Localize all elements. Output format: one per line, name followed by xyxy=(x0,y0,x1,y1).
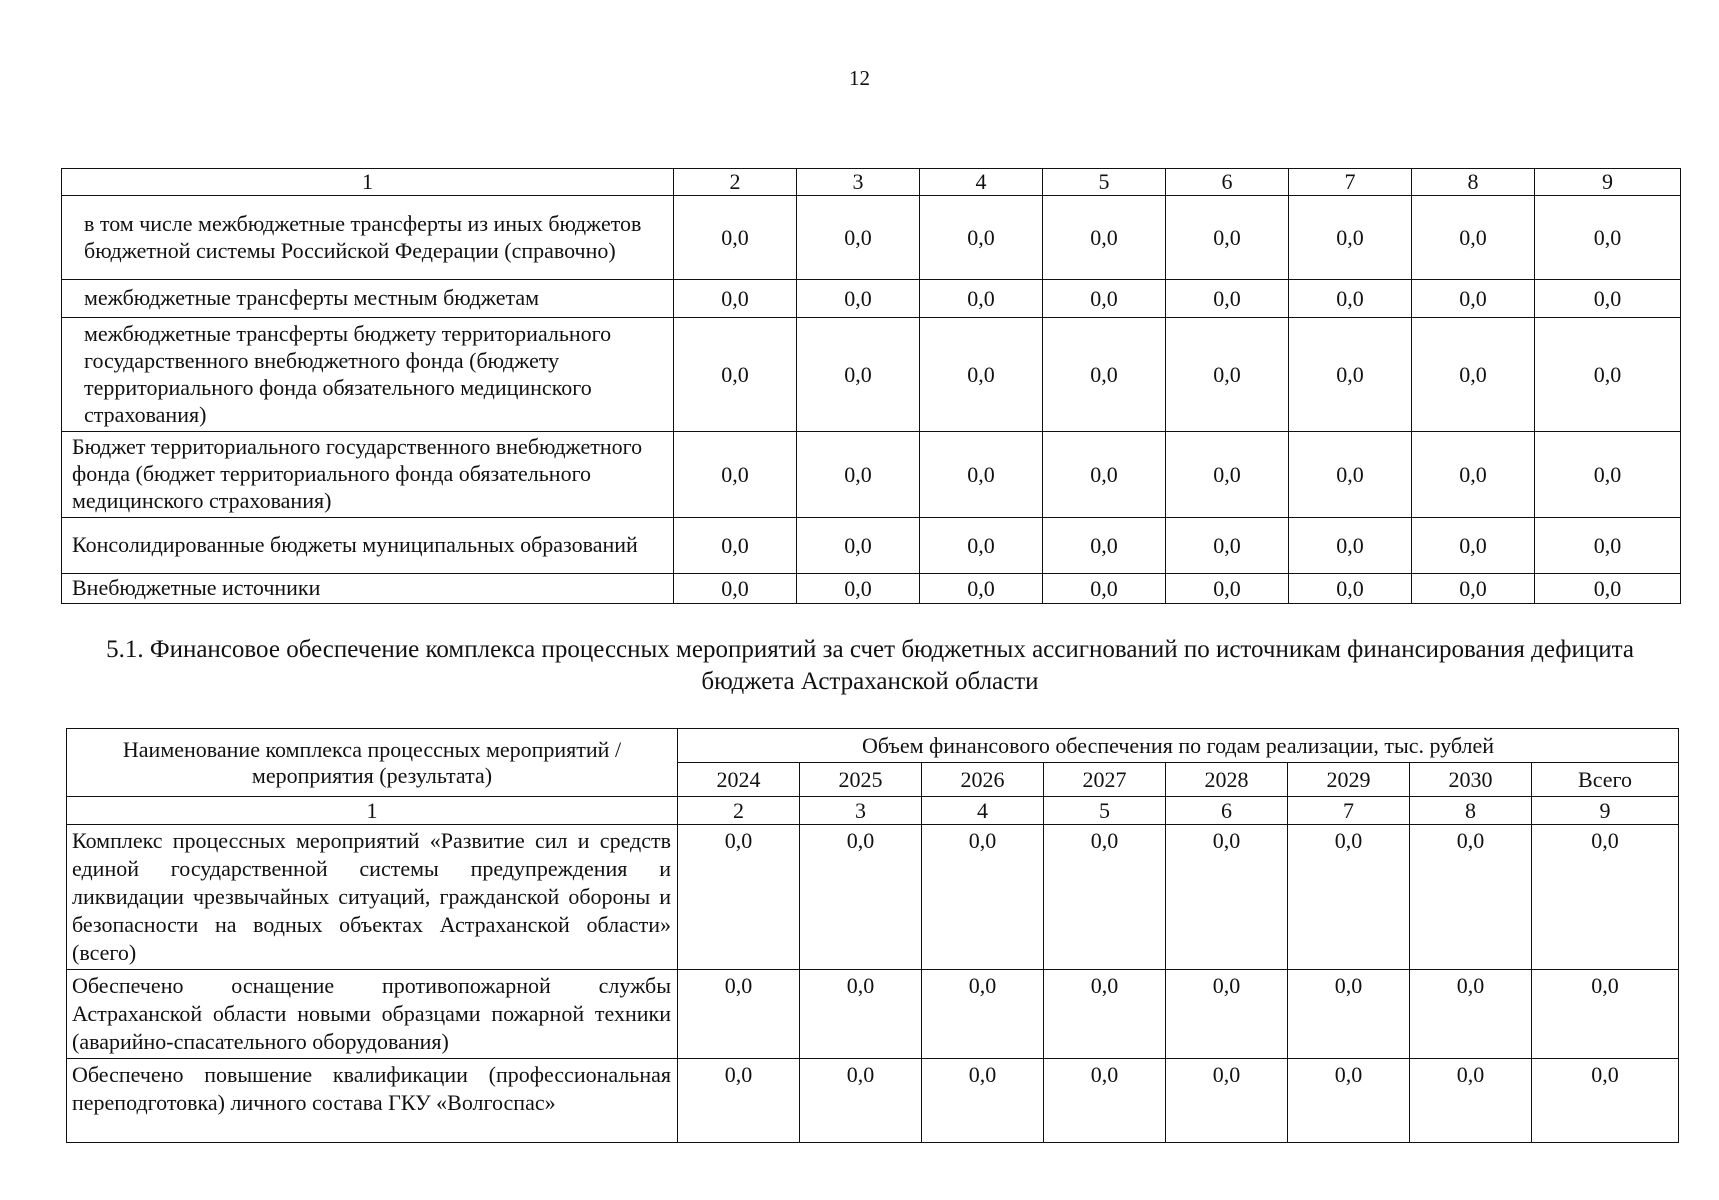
cell-value: 0,0 xyxy=(797,318,920,432)
section-title: 5.1. Финансовое обеспечение комплекса процессных мероприятий за счет бюджетных ассигнований по источникам финансирования дефицита бюджета Астраханской области xyxy=(106,636,1634,695)
page-number: 12 xyxy=(849,66,870,90)
name-column-header: Наименование комплекса процессных мероприятий / мероприятия (результата) xyxy=(67,729,678,797)
column-number: 7 xyxy=(1288,797,1410,825)
column-numbers-row xyxy=(67,797,1679,825)
row-name: Консолидированные бюджеты муниципальных образований xyxy=(62,518,674,574)
cell-value: 0,0 xyxy=(1166,318,1289,432)
cell-value: 0,0 xyxy=(1288,970,1410,1059)
cell-value: 0,0 xyxy=(1412,280,1535,318)
cell-value: 0,0 xyxy=(920,574,1043,604)
cell-value: 0,0 xyxy=(1535,280,1681,318)
year-header: 2025 xyxy=(800,763,922,797)
cell-value: 0,0 xyxy=(1043,518,1166,574)
column-number: 8 xyxy=(1410,797,1532,825)
column-number: 7 xyxy=(1289,169,1412,196)
column-number: 5 xyxy=(1044,797,1166,825)
cell-value: 0,0 xyxy=(1412,432,1535,518)
cell-value: 0,0 xyxy=(1044,1059,1166,1143)
table-header-row xyxy=(67,729,1679,763)
row-name: Обеспечено оснащение противопожарной службы Астраханской области новыми образцами пожарной техники (аварийно-спасательного оборудования) xyxy=(67,970,678,1059)
cell-value: 0,0 xyxy=(1535,196,1681,280)
row-name: Бюджет территориального государственного внебюджетного фонда (бюджет территориального фонда обязательного медицинского страхования) xyxy=(62,432,674,518)
process-measures-financing-table xyxy=(66,728,1679,1143)
cell-value: 0,0 xyxy=(1166,970,1288,1059)
cell-value: 0,0 xyxy=(678,1059,800,1143)
cell-value: 0,0 xyxy=(1166,518,1289,574)
cell-value: 0,0 xyxy=(800,970,922,1059)
year-header: 2027 xyxy=(1044,763,1166,797)
cell-value: 0,0 xyxy=(674,574,797,604)
cell-value: 0,0 xyxy=(1410,970,1532,1059)
year-header: 2029 xyxy=(1288,763,1410,797)
cell-value: 0,0 xyxy=(800,825,922,970)
cell-value: 0,0 xyxy=(1043,432,1166,518)
cell-value: 0,0 xyxy=(1044,970,1166,1059)
cell-value: 0,0 xyxy=(922,970,1044,1059)
cell-value: 0,0 xyxy=(678,825,800,970)
cell-value: 0,0 xyxy=(1043,196,1166,280)
cell-value: 0,0 xyxy=(797,432,920,518)
volume-column-header: Объем финансового обеспечения по годам реализации, тыс. рублей xyxy=(678,729,1679,763)
year-header: 2030 xyxy=(1410,763,1532,797)
table-row xyxy=(62,574,1681,604)
column-number: 1 xyxy=(62,169,674,196)
column-number: 9 xyxy=(1532,797,1679,825)
column-number: 8 xyxy=(1412,169,1535,196)
cell-value: 0,0 xyxy=(1410,1059,1532,1143)
cell-value: 0,0 xyxy=(1166,280,1289,318)
cell-value: 0,0 xyxy=(1166,574,1289,604)
cell-value: 0,0 xyxy=(1412,574,1535,604)
row-name: в том числе межбюджетные трансферты из иных бюджетов бюджетной системы Российской Федерации (справочно) xyxy=(62,196,674,280)
column-number: 2 xyxy=(674,169,797,196)
cell-value: 0,0 xyxy=(797,518,920,574)
cell-value: 0,0 xyxy=(922,1059,1044,1143)
cell-value: 0,0 xyxy=(674,196,797,280)
cell-value: 0,0 xyxy=(1289,280,1412,318)
cell-value: 0,0 xyxy=(1535,574,1681,604)
cell-value: 0,0 xyxy=(920,518,1043,574)
cell-value: 0,0 xyxy=(674,280,797,318)
cell-value: 0,0 xyxy=(1289,518,1412,574)
row-name: Внебюджетные источники xyxy=(62,574,674,604)
cell-value: 0,0 xyxy=(1166,1059,1288,1143)
cell-value: 0,0 xyxy=(1043,318,1166,432)
cell-value: 0,0 xyxy=(797,574,920,604)
cell-value: 0,0 xyxy=(1166,432,1289,518)
cell-value: 0,0 xyxy=(1043,280,1166,318)
year-header: 2026 xyxy=(922,763,1044,797)
table-row xyxy=(62,318,1681,432)
column-number: 3 xyxy=(797,169,920,196)
row-name: Комплекс процессных мероприятий «Развитие сил и средств единой государственной системы предупреждения и ликвидации чрезвычайных ситуаций, гражданской обороны и безопасности на водных объектах Астраханской области» (всего) xyxy=(67,825,678,970)
column-number: 4 xyxy=(922,797,1044,825)
column-number: 1 xyxy=(67,797,678,825)
cell-value: 0,0 xyxy=(678,970,800,1059)
cell-value: 0,0 xyxy=(1532,825,1679,970)
row-name: межбюджетные трансферты бюджету территориального государственного внебюджетного фонда (бюджету территориального фонда обязательного медицинского страхования) xyxy=(62,318,674,432)
cell-value: 0,0 xyxy=(1289,574,1412,604)
column-number: 6 xyxy=(1166,169,1289,196)
row-name: межбюджетные трансферты местным бюджетам xyxy=(62,280,674,318)
cell-value: 0,0 xyxy=(1532,1059,1679,1143)
cell-value: 0,0 xyxy=(800,1059,922,1143)
cell-value: 0,0 xyxy=(1289,432,1412,518)
table-row xyxy=(67,1059,1679,1143)
cell-value: 0,0 xyxy=(1412,196,1535,280)
cell-value: 0,0 xyxy=(1535,318,1681,432)
table-row xyxy=(62,280,1681,318)
cell-value: 0,0 xyxy=(1410,825,1532,970)
cell-value: 0,0 xyxy=(1288,1059,1410,1143)
cell-value: 0,0 xyxy=(1412,318,1535,432)
cell-value: 0,0 xyxy=(920,318,1043,432)
table-row xyxy=(62,432,1681,518)
cell-value: 0,0 xyxy=(797,196,920,280)
cell-value: 0,0 xyxy=(922,825,1044,970)
cell-value: 0,0 xyxy=(674,318,797,432)
column-number: 6 xyxy=(1166,797,1288,825)
column-number: 2 xyxy=(678,797,800,825)
table-header-row xyxy=(62,169,1681,196)
cell-value: 0,0 xyxy=(1535,432,1681,518)
cell-value: 0,0 xyxy=(920,196,1043,280)
table-row xyxy=(62,518,1681,574)
year-header: 2024 xyxy=(678,763,800,797)
year-header: 2028 xyxy=(1166,763,1288,797)
cell-value: 0,0 xyxy=(1166,825,1288,970)
cell-value: 0,0 xyxy=(1535,518,1681,574)
budget-sources-table xyxy=(61,168,1681,604)
cell-value: 0,0 xyxy=(1044,825,1166,970)
column-number: 5 xyxy=(1043,169,1166,196)
cell-value: 0,0 xyxy=(1043,574,1166,604)
row-name: Обеспечено повышение квалификации (профессиональная переподготовка) личного состава ГКУ «Волгоспас» xyxy=(67,1059,678,1143)
cell-value: 0,0 xyxy=(1288,825,1410,970)
cell-value: 0,0 xyxy=(1289,318,1412,432)
cell-value: 0,0 xyxy=(674,432,797,518)
cell-value: 0,0 xyxy=(1532,970,1679,1059)
cell-value: 0,0 xyxy=(674,518,797,574)
cell-value: 0,0 xyxy=(920,432,1043,518)
column-number: 4 xyxy=(920,169,1043,196)
total-header: Всего xyxy=(1532,763,1679,797)
column-number: 3 xyxy=(800,797,922,825)
cell-value: 0,0 xyxy=(1289,196,1412,280)
table-row xyxy=(67,970,1679,1059)
cell-value: 0,0 xyxy=(920,280,1043,318)
cell-value: 0,0 xyxy=(1166,196,1289,280)
column-number: 9 xyxy=(1535,169,1681,196)
table-row xyxy=(62,196,1681,280)
table-row xyxy=(67,825,1679,970)
cell-value: 0,0 xyxy=(1412,518,1535,574)
cell-value: 0,0 xyxy=(797,280,920,318)
